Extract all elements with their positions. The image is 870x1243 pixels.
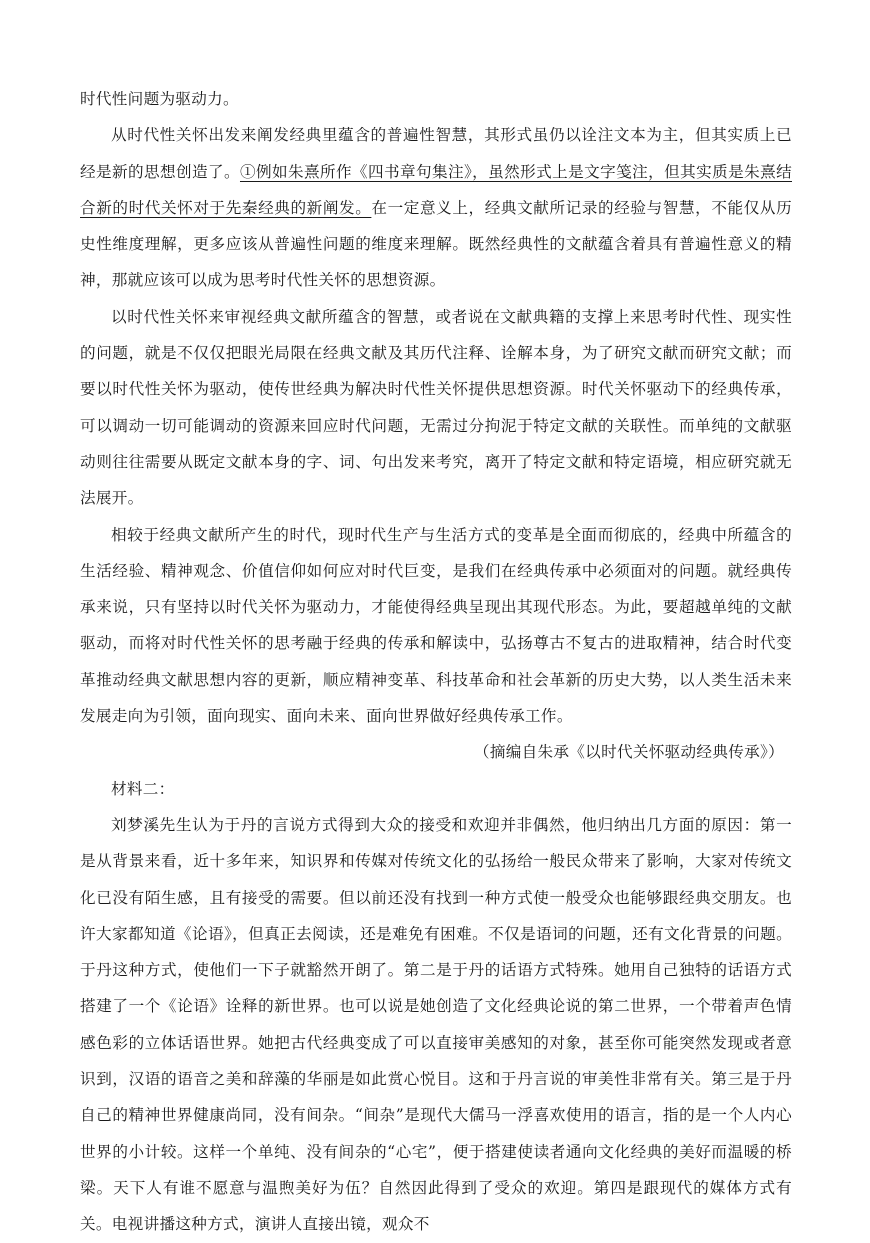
source-citation: （摘编自朱承《以时代关怀驱动经典传承》） (473, 743, 784, 762)
material-heading: 材料二： (111, 779, 175, 798)
paragraph-1-text-b: 在一定意义上，经典文献所记录的经验与智慧，不能仅从历史性维度理解，更多应该从普遍性问题的维度来理解。既然经典性的文献蕴含着具有普遍性意义的精神，那就应该可以成为思考时代性关怀的思想资源。 (80, 198, 792, 290)
paragraph-4: 刘梦溪先生认为于丹的言说方式得到大众的接受和欢迎并非偶然，他归纳出几方面的原因：第一是从背景来看，近十多年来，知识界和传媒对传统文化的弘扬给一般民众带来了影响，大家对传统文化已没有陌生感，且有接受的需要。但以前还没有找到一种方式使一般受众也能够跟经典交朋友。也许大家都知道《论语》，但真正去阅读，还是难免有困难。不仅是语词的问题，还有文化背景的问题。于丹这种方式，使他们一下子就豁然开朗了。第二是于丹的话语方式特殊。她用自己独特的话语方式搭建了一个《论语》诠释的新世界。也可以说是她创造了文化经典论说的第二世界，一个带着声色情感色彩的立体话语世界。她把古代经典变成了可以直接审美感知的对象，甚至你可能突然发现或者意识到，汉语的语音之美和辞藻的华丽是如此赏心悦目。这和于丹言说的审美性非常有关。第三是于丹自己的精神世界健康尚同，没有间杂。“间杂”是现代大儒马一浮喜欢使用的语言，指的是一个人内心世界的小计较。这样一个单纯、没有间杂的“心宅”，便于搭建使读者通向文化经典的美好而温暖的桥梁。天下人有谁不愿意与温煦美好为伍？自然因此得到了受众的欢迎。第四是跟现代的媒体方式有关。电视讲播这种方式，演讲人直接出镜，观众不 (80, 815, 792, 1234)
paragraph-1 (80, 117, 792, 298)
paragraph-3: 相较于经典文献所产生的时代，现时代生产与生活方式的变革是全面而彻底的，经典中所蕴含的生活经验、精神观念、价值信仰如何应对时代巨变，是我们在经典传承中必须面对的问题。就经典传承来说，只有坚持以时代关怀为驱动力，才能使得经典呈现出其现代形态。为此，要超越单纯的文献驱动，而将对时代性关怀的思考融于经典的传承和解读中，弘扬尊古不复古的进取精神，结合时代变革推动经典文献思想内容的更新，顺应精神变革、科技革命和社会革新的历史大势，以人类生活未来发展走向为引领，面向现实、面向未来、面向世界做好经典传承工作。 (80, 525, 792, 726)
paragraph-continuation: 时代性问题为驱动力。 (80, 90, 239, 108)
paragraph-1-text-a: 从时代性关怀出发来阐发经典里蕴含的普遍性智慧，其形式虽仍以诠注文本为主，但其实质上已经是新的思想创造了。 (80, 126, 792, 181)
document-page (80, 81, 792, 1243)
paragraph-2: 以时代性关怀来审视经典文献所蕴含的智慧，或者说在文献典籍的支撑上来思考时代性、现实性的问题，就是不仅仅把眼光局限在经典文献及其历代注释、诠解本身，为了研究文献而研究文献；而要以时代性关怀为驱动，使传世经典为解决时代性关怀提供思想资源。时代关怀驱动下的经典传承，可以调动一切可能调动的资源来回应时代问题，无需过分拘泥于特定文献的关联性。而单纯的文献驱动则往往需要从既定文献本身的字、词、句出发来考究，离开了特定文献和特定语境，相应研究就无法展开。 (80, 307, 792, 508)
underlined-sentence-1: ①例如朱熹所作《四书章句集注》，虽然形式上是文字笺注，但其实质是朱熹结合新的时代关怀对于先秦经典的新阐发。 (80, 162, 792, 217)
